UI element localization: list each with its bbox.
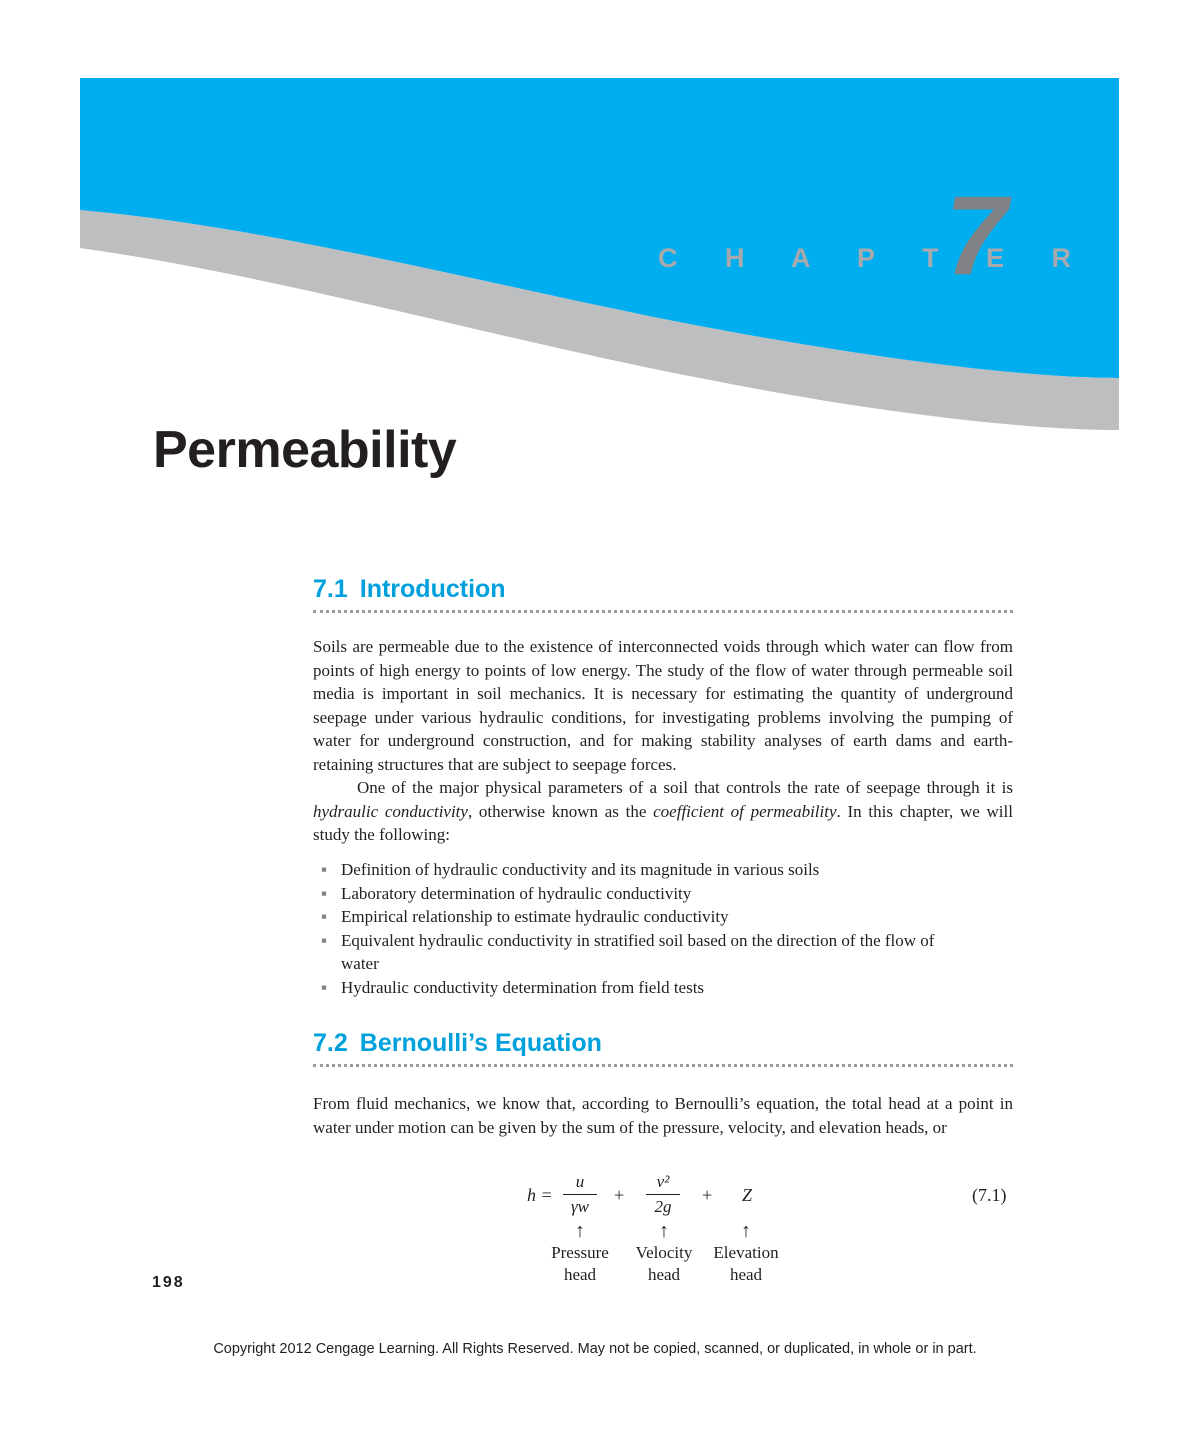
elevation-head-label: ↑ Elevation head — [703, 1220, 789, 1286]
section-heading-bernoulli — [313, 1029, 602, 1058]
bullet-icon: ▪ — [321, 883, 328, 903]
chapter-label: C H A P T E R — [658, 243, 1092, 273]
chapter-number: 7 — [945, 173, 1008, 298]
bullet-icon: ▪ — [321, 860, 328, 879]
bullet-icon: ▪ — [321, 930, 328, 950]
copyright-notice: Copyright 2012 Cengage Learning. All Rights Reserved. May not be copied, scanned, or duplicated, in whole or in part. — [213, 1341, 977, 1357]
term-hydraulic-conductivity: hydraulic conductivity — [313, 801, 468, 821]
equation-number: (7.1) — [972, 1185, 1007, 1205]
up-arrow-icon: ↑ — [659, 1220, 669, 1242]
equation-lhs: h = — [527, 1185, 553, 1205]
up-arrow-icon: ↑ — [741, 1220, 751, 1242]
section-number: 7.1 — [313, 575, 348, 603]
section-title: Bernoulli’s Equation — [359, 1029, 602, 1057]
list-item: ▪ Equivalent hydraulic conductivity in stratified soil based on the direction of the flow of water — [321, 930, 935, 973]
elevation-term: Z — [742, 1185, 753, 1205]
pressure-fraction: u γw — [563, 1172, 597, 1217]
bernoulli-paragraph: From fluid mechanics, we know that, according to Bernoulli’s equation, the total head at a point in water under motion can be given by the sum of the pressure, velocity, and elevation heads, or — [313, 1094, 1013, 1137]
list-item: ▪ Empirical relationship to estimate hydraulic conductivity — [313, 905, 1013, 929]
page-number: 198 — [152, 1274, 185, 1291]
bullet-icon: ▪ — [321, 907, 328, 926]
plus-sign: + — [614, 1185, 625, 1205]
term-coefficient-of-permeability: coefficient of permeability — [653, 801, 837, 821]
section-divider — [313, 1064, 1013, 1067]
section-number: 7.2 — [313, 1029, 348, 1057]
section-divider — [313, 610, 1013, 613]
section-heading-introduction — [313, 575, 506, 604]
list-item: ▪ Definition of hydraulic conductivity and its magnitude in various soils — [313, 858, 1013, 882]
topics-list — [313, 858, 1013, 999]
plus-sign: + — [702, 1185, 713, 1205]
list-item: ▪ Hydraulic conductivity determination from field tests — [313, 976, 1013, 1000]
section-title: Introduction — [359, 575, 506, 603]
velocity-fraction: v² 2g — [646, 1172, 680, 1217]
bullet-icon: ▪ — [321, 977, 328, 997]
intro-paragraph-1: Soils are permeable due to the existence of interconnected voids through which water can flow from points of high energy to points of low energy. The study of the flow of water through permeable soil media is important in soil mechanics. It is necessary for estimating the quantity of underground seepage under various hydraulic conditions, for investigating problems involving the pumping of water for underground construction, and for making stability analyses of earth dams and earth-retaining structures that are subject to seepage forces. — [313, 637, 1013, 774]
list-item: ▪ Laboratory determination of hydraulic conductivity — [313, 882, 1013, 906]
velocity-head-label: ↑ Velocity head — [624, 1220, 704, 1286]
pressure-head-label: ↑ Pressure head — [540, 1220, 620, 1286]
up-arrow-icon: ↑ — [575, 1220, 585, 1242]
intro-paragraph-2: One of the major physical parameters of a soil that controls the rate of seepage through it is hydraulic conductivity, otherwise known as the coefficient of permeability. In this chapter, we will study the following: — [313, 778, 1013, 844]
page-title: Permeability — [153, 421, 457, 479]
